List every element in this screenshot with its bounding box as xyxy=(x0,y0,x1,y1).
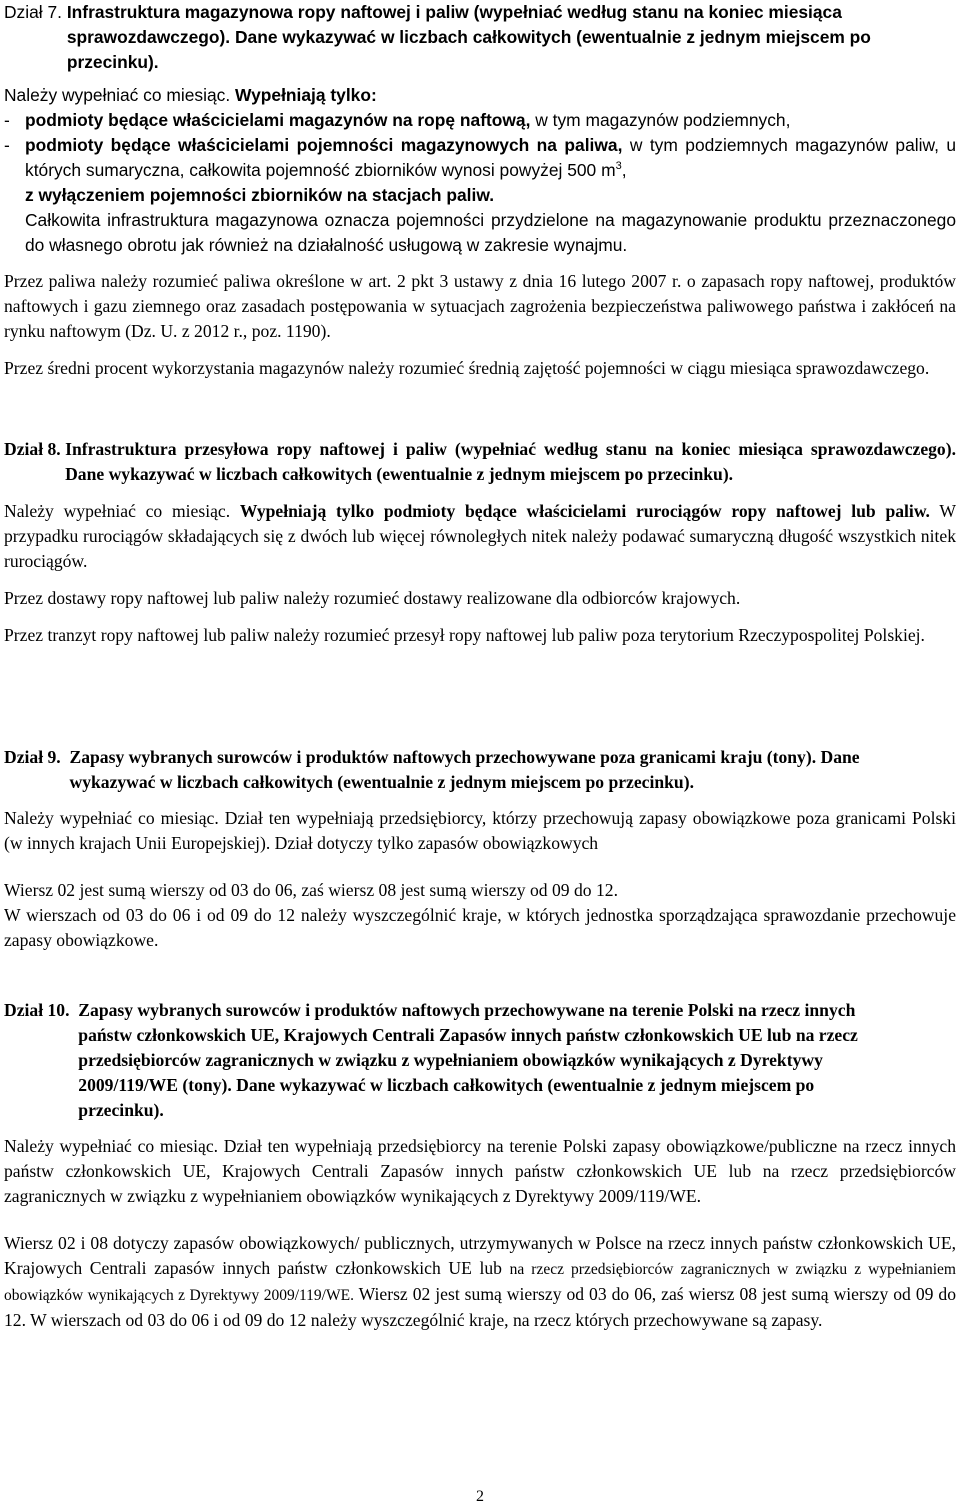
section-8-deliveries-definition: Przez dostawy ropy naftowej lub paliw należy rozumieć dostawy realizowane dla odbiorców krajowych. xyxy=(4,588,741,608)
list-item: - podmioty będące właścicielami pojemności magazynowych na paliwa, w tym podziemnych magazynów paliw, u których sumaryczna, całkowita pojemność zbiorników wynosi powyżej 500 $m^3$, z wyłączeniem pojemności zbiorników na stacjach paliw. xyxy=(4,135,956,205)
section-8-transit-definition: Przez tranzyt ropy naftowej lub paliw należy rozumieć przesył ropy naftowej lub paliw poza terytorium Rzeczypospolitej Polskiej. xyxy=(4,625,925,645)
section-7-fuels-definition: Przez paliwa należy rozumieć paliwa określone w art. 2 pkt 3 ustawy z dnia 16 lutego 2007 r. o zapasach ropy naftowej, produktów naftowych i gazu ziemnego oraz zasadach postępowania w sytuacjach zagrożenia bezpieczeństwa paliwowego państwa i zakłóceń na rynku naftowym (Dz. U. z 2012 r., poz. 1190). xyxy=(4,271,956,341)
section-8 xyxy=(4,437,956,648)
section-9-heading xyxy=(4,745,956,795)
section-7 xyxy=(4,0,956,381)
section-7-definition: Całkowita infrastruktura magazynowa oznacza pojemności przydzielone na magazynowanie produktu przeznaczonego do własnego obrotu jak również na działalność usługową w zakresie wynajmu. xyxy=(25,210,956,255)
section-8-heading xyxy=(4,437,956,487)
section-9-rows-sum: Wiersz 02 jest sumą wierszy od 03 do 06, zaś wiersz 08 jest sumą wierszy od 09 do 12. xyxy=(4,880,618,900)
section-10-rows-info: Wiersz 02 i 08 dotyczy zapasów obowiązkowych/ publicznych, utrzymywanych w Polsce na rzecz innych państw członkowskich UE, Krajowych Centrali zapasów innych państw członkowskich UE lub na rzecz przedsiębiorców zagranicznych w związku z wypełnianiem obowiązków wynikających z Dyrektywy 2009/119/WE. Wiersz 02 jest sumą wierszy od 03 do 06, zaś wiersz 08 jest sumą wierszy od 09 do 12. W wierszach od 03 do 06 i od 09 do 12 należy wyszczególnić kraje, na rzecz których przechowywane są zapasy. xyxy=(4,1233,956,1330)
section-8-title: Infrastruktura przesyłowa ropy naftowej i paliw (wypełniać według stanu na koniec miesiąca sprawozdawczego). Dane wykazywać w liczbach całkowitych (ewentualnie z jednym miejscem po przecinku). xyxy=(65,439,956,484)
list-item: - podmioty będące właścicielami magazynów na ropę naftową, w tym magazynów podziemnych, xyxy=(4,110,791,130)
section-7-fill-info: Należy wypełniać co miesiąc. Wypełniają tylko: xyxy=(4,85,377,105)
section-10-title: Zapasy wybranych surowców i produktów naftowych przechowywane na terenie Polski na rzecz innych państw członkowskich UE, Krajowych Centrali Zapasów innych państw członkowskich UE lub na rzecz przedsiębiorców zagranicznych w związku z wypełnianiem obowiązków wynikających z Dyrektywy 2009/119/WE (tony). Dane wykazywać w liczbach całkowitych (ewentualnie z jednym miejscem po przecinku). xyxy=(78,1000,858,1120)
section-9-title: Zapasy wybranych surowców i produktów naftowych przechowywane poza granicami kraju (tony). Dane wykazywać w liczbach całkowitych (ewentualnie z jednym miejscem po przecinku). xyxy=(69,747,860,792)
section-10-info: Należy wypełniać co miesiąc. Dział ten wypełniają przedsiębiorcy na terenie Polski zapasy obowiązkowe/publiczne na rzecz innych państw członkowskich UE, Krajowych Centrali Zapasów innych państw członkowskich UE lub na rzecz przedsiębiorców zagranicznych w związku z wypełnianiem obowiązków wynikających z Dyrektywy 2009/119/WE. xyxy=(4,1136,956,1206)
section-9-number: Dział 9. xyxy=(4,747,70,767)
section-7-number: Dział 7. xyxy=(4,2,67,22)
section-7-title: Infrastruktura magazynowa ropy naftowej i paliw (wypełniać według stanu na koniec miesiąca sprawozdawczego). Dane wykazywać w liczbach całkowitych (ewentualnie z jednym miejscem po przecinku). xyxy=(66,2,871,72)
section-8-fill-info: Należy wypełniać co miesiąc. Wypełniają tylko podmioty będące właścicielami rurociągów ropy naftowej lub paliw. W przypadku rurociągów składających się z dwóch lub więcej równoległych nitek należy podawać sumaryczną długość wszystkich nitek rurociągów. xyxy=(4,501,956,571)
section-10 xyxy=(4,998,956,1333)
section-7-average-definition: Przez średni procent wykorzystania magazynów należy rozumieć średnią zajętość pojemności w ciągu miesiąca sprawozdawczego. xyxy=(4,358,930,378)
section-8-number: Dział 8. xyxy=(4,439,66,459)
page-number: 2 xyxy=(476,1488,484,1505)
section-10-number: Dział 10. xyxy=(4,1000,79,1020)
section-9-info: Należy wypełniać co miesiąc. Dział ten wypełniają przedsiębiorcy, którzy przechowują zapasy obowiązkowe poza granicami Polski (w innych krajach Unii Europejskiej). Dział dotyczy tylko zapasów obowiązkowych xyxy=(4,808,956,853)
section-10-heading xyxy=(4,998,956,1123)
section-9 xyxy=(4,745,956,953)
section-7-list xyxy=(4,108,956,208)
section-7-heading xyxy=(4,0,956,75)
section-9-rows-countries: W wierszach od 03 do 06 i od 09 do 12 należy wyszczególnić kraje, w których jednostka sporządzająca sprawozdanie przechowuje zapasy obowiązkowe. xyxy=(4,905,956,950)
